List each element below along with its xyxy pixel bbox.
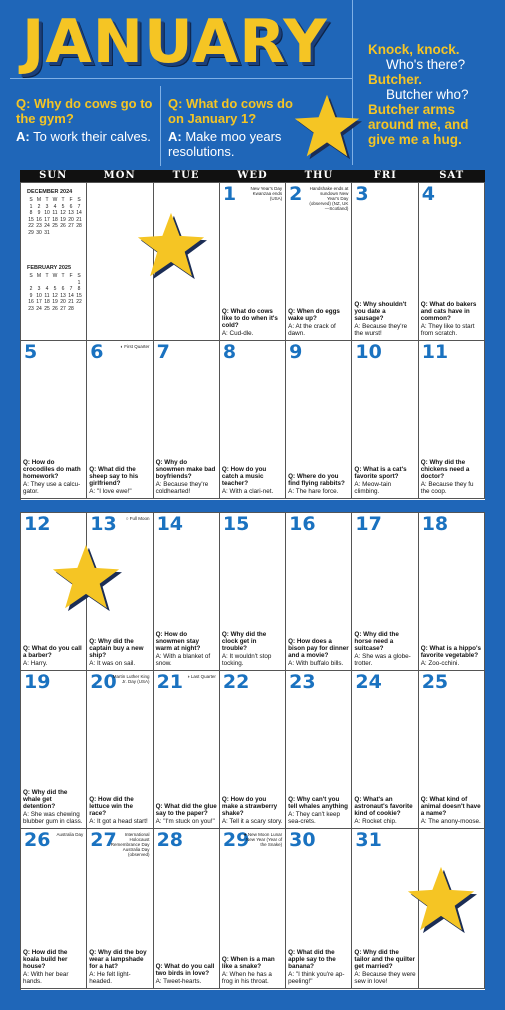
joke-answer: A: "I'm stuck on you!" xyxy=(155,818,215,825)
weekday-header xyxy=(20,170,485,182)
weekday-label: MON xyxy=(103,170,136,181)
joke-answer: A: She was a globe-trotter. xyxy=(354,653,411,667)
calendar-upper xyxy=(20,170,485,500)
day-number: 26 xyxy=(24,829,51,851)
daily-joke xyxy=(156,459,217,495)
joke-answer: A: At the crack of dawn. xyxy=(288,323,336,337)
day-number: 7 xyxy=(156,341,170,363)
day-number: 30 xyxy=(289,829,316,851)
mini-day: 3 xyxy=(45,203,49,210)
joke-question: Q: Why shouldn't you date a sausage? xyxy=(354,301,407,322)
calendar-day-cell xyxy=(154,829,220,989)
mini-day: 16 xyxy=(36,216,42,223)
mini-weekday: M xyxy=(36,197,42,203)
calendar-day-cell xyxy=(87,829,153,989)
mini-day: 15 xyxy=(76,292,82,299)
daily-joke xyxy=(222,631,283,667)
joke-question: Q: When is a man like a snake? xyxy=(221,956,275,970)
mini-calendar-title: FEBRUARY 2025 xyxy=(27,265,72,271)
calendar-day-cell xyxy=(154,671,220,829)
mini-day: 1 xyxy=(29,203,33,210)
mini-day: 18 xyxy=(52,216,58,223)
mini-weekday: T xyxy=(45,273,49,279)
weekday-label: FRI xyxy=(373,170,397,181)
day-number: 12 xyxy=(24,513,51,535)
knock-line-3: Butcher. xyxy=(368,72,423,87)
daily-joke xyxy=(89,949,150,985)
weekday-label: WED xyxy=(237,170,268,181)
day-number: 20 xyxy=(90,671,117,693)
knock-knock-joke xyxy=(368,42,498,147)
mini-day: 29 xyxy=(28,229,34,236)
calendar-day-cell xyxy=(352,183,418,341)
mini-day: 9 xyxy=(37,210,41,216)
joke-answer: A: Meow-tain climbing. xyxy=(354,481,392,495)
mini-day: 31 xyxy=(44,229,50,236)
joke-question: Q: How do snowmen stay warm at night? xyxy=(155,631,201,652)
weekday-label: SUN xyxy=(39,170,68,181)
joke-answer: A: Tweet-hearts. xyxy=(155,978,202,985)
calendar-day-cell xyxy=(286,341,352,499)
daily-joke xyxy=(222,796,283,825)
calendar-day-cell xyxy=(352,341,418,499)
joke-answer: A: Zoo-cchini. xyxy=(420,660,460,667)
calendar-day-cell xyxy=(352,671,418,829)
joke-question: Q: What do cows like to do when it's cold? xyxy=(221,308,278,329)
calendar-day-cell xyxy=(154,341,220,499)
calendar-day-cell xyxy=(21,341,87,499)
joke-question: Q: What do you call a barber? xyxy=(23,645,82,659)
mini-day: 14 xyxy=(76,210,82,216)
daily-joke xyxy=(89,466,150,495)
joke-question: Q: How do you catch a music teacher? xyxy=(221,466,267,487)
daily-joke xyxy=(89,796,150,825)
joke-answer: A: Because they were sew in love! xyxy=(354,971,416,985)
day-number: 14 xyxy=(156,513,184,535)
mini-day: 1 xyxy=(77,279,81,286)
joke-question: Q: Why did the whale get detention? xyxy=(23,789,68,810)
jokes-divider xyxy=(160,86,161,166)
day-number: 2 xyxy=(289,183,303,205)
mini-weekday: F xyxy=(69,197,73,203)
joke-question: Q: What did the glue say to the paper? xyxy=(155,803,217,817)
mini-day: 21 xyxy=(68,299,74,305)
daily-joke xyxy=(156,631,217,667)
joke-answer: A: She was chewing blubber gum in class. xyxy=(23,811,83,825)
mini-day: 28 xyxy=(76,223,82,229)
day-number: 4 xyxy=(421,183,435,205)
joke-answer: A: They use a calcu-gator. xyxy=(23,481,81,495)
mini-day: 30 xyxy=(36,229,42,236)
mini-day: 7 xyxy=(69,286,73,292)
joke-question: Q: What kind of animal doesn't have a name? xyxy=(420,796,481,817)
daily-joke xyxy=(288,308,349,337)
daily-joke xyxy=(288,638,349,667)
day-number: 29 xyxy=(222,829,250,851)
mini-day: 20 xyxy=(60,299,66,305)
day-number: 15 xyxy=(222,513,250,535)
mini-weekday: T xyxy=(45,197,49,203)
day-number: 24 xyxy=(355,671,382,693)
mini-day: 10 xyxy=(44,210,50,216)
joke-answer: A: With a blanket of snow. xyxy=(155,653,211,667)
calendar-day-cell xyxy=(286,671,352,829)
mini-day: 8 xyxy=(29,210,33,216)
joke-question: Q: What do bakers and cats have in common? xyxy=(420,301,477,322)
day-number: 1 xyxy=(222,183,237,205)
mini-day: 2 xyxy=(37,203,41,210)
mini-weekday: T xyxy=(61,197,65,203)
mini-day: 5 xyxy=(53,286,57,292)
mini-weekday: S xyxy=(77,273,81,279)
calendar-day-cell xyxy=(220,183,286,341)
mini-day: 11 xyxy=(52,210,58,216)
joke-question: Q: Why did the horse need a suitcase? xyxy=(354,631,399,652)
mini-day: 19 xyxy=(60,216,66,223)
calendar-day-cell xyxy=(21,671,87,829)
calendar-day-cell xyxy=(352,513,418,671)
weekday-label: SAT xyxy=(439,170,465,181)
day-number: 8 xyxy=(222,341,237,363)
mini-day: 26 xyxy=(60,223,66,229)
holiday-note: ◑ Last Quarter xyxy=(186,674,216,679)
weekday-label: TUE xyxy=(172,170,200,181)
daily-joke xyxy=(421,645,482,667)
top-joke-question: Q: What do cows do on January 1? xyxy=(168,96,293,126)
mini-weekday: M xyxy=(36,273,42,279)
mini-day: 16 xyxy=(28,299,34,305)
daily-joke xyxy=(222,308,283,337)
holiday-note: ◐ First Quarter xyxy=(120,344,150,349)
joke-question: Q: Why did the tailor and the quilter get married? xyxy=(354,949,415,970)
joke-question: Q: How does a bison pay for dinner and a movie? xyxy=(288,638,349,659)
mini-day: 10 xyxy=(36,292,42,299)
daily-joke xyxy=(354,631,415,667)
mini-day: 17 xyxy=(36,299,42,305)
mini-day: 22 xyxy=(76,299,82,305)
day-number: 5 xyxy=(24,341,38,363)
star-icon xyxy=(50,542,122,614)
mini-day: 23 xyxy=(36,223,42,229)
calendar-day-cell xyxy=(220,513,286,671)
mini-weekday: W xyxy=(52,273,58,279)
daily-joke xyxy=(89,638,150,667)
knock-line-4: Butcher who? xyxy=(386,87,469,102)
day-number: 10 xyxy=(355,341,382,363)
mini-weekday: W xyxy=(52,197,58,203)
mini-weekday: F xyxy=(69,273,73,279)
week-grid xyxy=(20,182,485,500)
mini-day: 26 xyxy=(52,305,58,312)
weekday-label: THU xyxy=(304,170,334,181)
joke-answer: A: Tell it a scary story. xyxy=(221,818,283,825)
mini-day xyxy=(67,230,75,237)
joke-answer: A: Cud-dle. xyxy=(221,330,254,337)
joke-answer: A: It was on sail. xyxy=(89,660,136,667)
calendar-day-cell xyxy=(220,341,286,499)
star-icon xyxy=(292,92,362,162)
joke-question: Q: Why did the captain buy a new ship? xyxy=(89,638,144,659)
mini-day: 24 xyxy=(36,305,42,312)
mini-day: 23 xyxy=(28,305,34,312)
daily-joke xyxy=(222,466,283,495)
joke-answer: A: Because they're the wurst! xyxy=(354,323,408,337)
day-number: 25 xyxy=(421,671,449,693)
day-number: 3 xyxy=(355,183,369,205)
daily-joke xyxy=(222,956,283,985)
daily-joke xyxy=(23,459,84,495)
holiday-note: Martin Luther King Jr. Day (USA) xyxy=(112,674,150,684)
mini-day: 9 xyxy=(29,292,33,299)
mini-day: 12 xyxy=(60,210,66,216)
knock-line-2: Who's there? xyxy=(386,57,466,72)
joke-answer: A: Harry. xyxy=(23,660,48,667)
joke-question: Q: What did the apple say to the banana? xyxy=(288,949,336,970)
mini-day xyxy=(51,230,59,237)
mini-day xyxy=(75,306,83,313)
mini-calendar-title: DECEMBER 2024 xyxy=(27,189,73,195)
daily-joke xyxy=(156,963,217,985)
calendar-day-cell xyxy=(220,671,286,829)
joke-question: Q: Why can't you tell whales anything xyxy=(288,796,348,810)
top-joke-answer: Make moo years resolutions. xyxy=(168,129,282,159)
daily-joke xyxy=(354,796,415,825)
mini-weekday: S xyxy=(29,197,33,203)
day-number: 16 xyxy=(289,513,316,535)
joke-question: Q: What do you call two birds in love? xyxy=(155,963,215,977)
joke-answer: A: When he has a frog in his throat. xyxy=(221,971,272,985)
calendar-day-cell xyxy=(419,513,485,671)
mini-day: 6 xyxy=(61,286,65,292)
mini-day: 25 xyxy=(44,305,50,312)
daily-joke xyxy=(354,301,415,337)
calendar-day-cell xyxy=(21,829,87,989)
day-number: 23 xyxy=(289,671,316,693)
mini-day: 8 xyxy=(77,286,81,292)
day-number: 13 xyxy=(90,513,117,535)
holiday-note: Handshake ends at sundown New Year's Day (observed) (NZ, UK—Scotland) xyxy=(309,186,349,211)
joke-question: Q: What's an astronaut's favorite kind of cookie? xyxy=(354,796,413,817)
daily-joke xyxy=(156,803,217,825)
joke-answer: A: With a clari-net. xyxy=(221,488,274,495)
mini-day: 28 xyxy=(68,305,74,312)
mini-day: 6 xyxy=(69,203,73,210)
day-number: 9 xyxy=(289,341,303,363)
daily-joke xyxy=(23,789,84,825)
joke-answer: A: With her bear hands. xyxy=(23,971,69,985)
holiday-note: ○ Full Moon xyxy=(125,516,150,521)
calendar-lower xyxy=(20,512,485,990)
joke-answer: A: "I love ewe!" xyxy=(89,488,132,495)
mini-day: 5 xyxy=(61,203,65,210)
daily-joke xyxy=(354,949,415,985)
mini-day: 22 xyxy=(28,223,34,229)
joke-answer: A: It got a head start! xyxy=(89,818,148,825)
day-number: 22 xyxy=(222,671,250,693)
joke-answer: A: They like to start from scratch. xyxy=(420,323,475,337)
mini-day: 3 xyxy=(37,286,41,292)
mini-day xyxy=(75,230,83,237)
holiday-note: New Year's Day Kwanzaa ends (USA) xyxy=(250,186,283,201)
mini-day: 27 xyxy=(68,223,74,229)
joke-question: Q: How do crocodiles do math homework? xyxy=(23,459,81,480)
joke-question: Q: When do eggs wake up? xyxy=(288,308,340,322)
day-number: 19 xyxy=(24,671,51,693)
month-title: JANUARY xyxy=(22,7,328,77)
calendar-day-cell xyxy=(419,341,485,499)
mini-day: 27 xyxy=(60,305,66,312)
mini-day: 11 xyxy=(44,292,50,299)
joke-answer: A: It wouldn't stop tocking. xyxy=(221,653,272,667)
mini-day: 17 xyxy=(44,216,50,223)
day-number: 27 xyxy=(90,829,117,851)
answer-label: A: xyxy=(168,129,182,144)
joke-answer: A: With buffalo bills. xyxy=(288,660,344,667)
daily-joke xyxy=(354,466,415,495)
joke-answer: A: The anony-moose. xyxy=(420,818,481,825)
mini-day: 13 xyxy=(68,210,74,216)
calendar-day-cell xyxy=(154,513,220,671)
daily-joke xyxy=(23,645,84,667)
holiday-note: Australia Day xyxy=(56,832,84,837)
mini-calendar xyxy=(27,265,83,312)
calendar-day-cell xyxy=(21,183,87,341)
joke-question: Q: How did the koala build her house? xyxy=(23,949,68,970)
mini-day: 21 xyxy=(76,216,82,223)
mini-weekday: S xyxy=(77,197,81,203)
mini-day: 19 xyxy=(52,299,58,305)
mini-weekday: S xyxy=(29,273,33,279)
calendar-day-cell xyxy=(220,829,286,989)
daily-joke xyxy=(288,949,349,985)
calendar-day-cell xyxy=(87,341,153,499)
joke-answer: A: The hare force. xyxy=(288,488,339,495)
daily-joke xyxy=(421,301,482,337)
mini-day: 15 xyxy=(28,216,34,223)
joke-question: Q: Why do snowmen make bad boyfriends? xyxy=(155,459,216,480)
day-number: 28 xyxy=(156,829,184,851)
mini-calendar-week xyxy=(27,306,83,313)
day-number: 17 xyxy=(355,513,382,535)
mini-calendar xyxy=(27,189,83,236)
joke-question: Q: Why did the clock get in trouble? xyxy=(221,631,267,652)
joke-question: Q: Why did the chickens need a doctor? xyxy=(420,459,470,480)
mini-day: 13 xyxy=(60,292,66,299)
mini-day: 7 xyxy=(77,203,81,210)
calendar-day-cell xyxy=(286,829,352,989)
calendar-day-cell xyxy=(286,183,352,341)
mini-day: 20 xyxy=(68,216,74,223)
joke-question: Q: How did the lettuce win the race? xyxy=(89,796,134,817)
top-joke-answer: To work their calves. xyxy=(33,129,151,144)
top-joke-2 xyxy=(168,96,308,159)
mini-day: 4 xyxy=(45,286,49,292)
star-icon xyxy=(405,864,477,936)
mini-day: 12 xyxy=(52,292,58,299)
mini-day: 2 xyxy=(29,286,33,292)
joke-answer: A: "I think you're ap-peeling!" xyxy=(288,971,345,985)
joke-question: Q: Where do you find flying rabbits? xyxy=(288,473,345,487)
mini-day: 18 xyxy=(44,299,50,305)
joke-answer: A: Rocket chip. xyxy=(354,818,397,825)
mini-day: 4 xyxy=(53,203,57,210)
daily-joke xyxy=(23,949,84,985)
star-icon xyxy=(135,210,207,282)
calendar-day-cell xyxy=(87,671,153,829)
day-number: 11 xyxy=(421,341,449,363)
mini-day: 25 xyxy=(52,223,58,229)
daily-joke xyxy=(288,473,349,495)
joke-question: Q: Why did the boy wear a lampshade for a hat? xyxy=(89,949,147,970)
mini-day xyxy=(59,230,67,237)
calendar-day-cell xyxy=(419,671,485,829)
day-number: 21 xyxy=(156,671,184,693)
calendar-day-cell xyxy=(419,183,485,341)
joke-answer: A: They can't keep sea-crets. xyxy=(288,811,340,825)
joke-answer: A: He felt light-headed. xyxy=(89,971,131,985)
daily-joke xyxy=(421,459,482,495)
joke-answer: A: Because they're coldhearted! xyxy=(155,481,209,495)
joke-question: Q: What is a cat's favorite sport? xyxy=(354,466,407,480)
holiday-note: International Holocaust Remembrance Day Australia Day (observed) xyxy=(110,832,150,857)
mini-day: 14 xyxy=(68,292,74,299)
joke-question: Q: How do you make a strawberry shake? xyxy=(221,796,278,817)
mini-calendar-week xyxy=(27,230,83,237)
mini-weekday: T xyxy=(61,273,65,279)
top-joke-1 xyxy=(16,96,156,144)
joke-answer: A: Because they fu the coop. xyxy=(420,481,474,495)
joke-question: Q: What is a hippo's favorite vegetable? xyxy=(420,645,481,659)
title-underline xyxy=(10,78,352,79)
day-number: 18 xyxy=(421,513,449,535)
answer-label: A: xyxy=(16,129,30,144)
holiday-note: ● New Moon Lunar New Year (Year of the Snake) xyxy=(243,832,283,847)
calendar-day-cell xyxy=(286,513,352,671)
mini-day: 24 xyxy=(44,223,50,229)
daily-joke xyxy=(288,796,349,825)
knock-line-1: Knock, knock. xyxy=(368,42,460,57)
top-joke-question: Q: Why do cows go to the gym? xyxy=(16,96,153,126)
day-number: 31 xyxy=(355,829,382,851)
daily-joke xyxy=(421,796,482,825)
joke-question: Q: What did the sheep say to his girlfriend? xyxy=(89,466,139,487)
day-number: 6 xyxy=(90,341,104,363)
knock-line-5: Butcher arms around me, and give me a hug. xyxy=(368,102,469,147)
